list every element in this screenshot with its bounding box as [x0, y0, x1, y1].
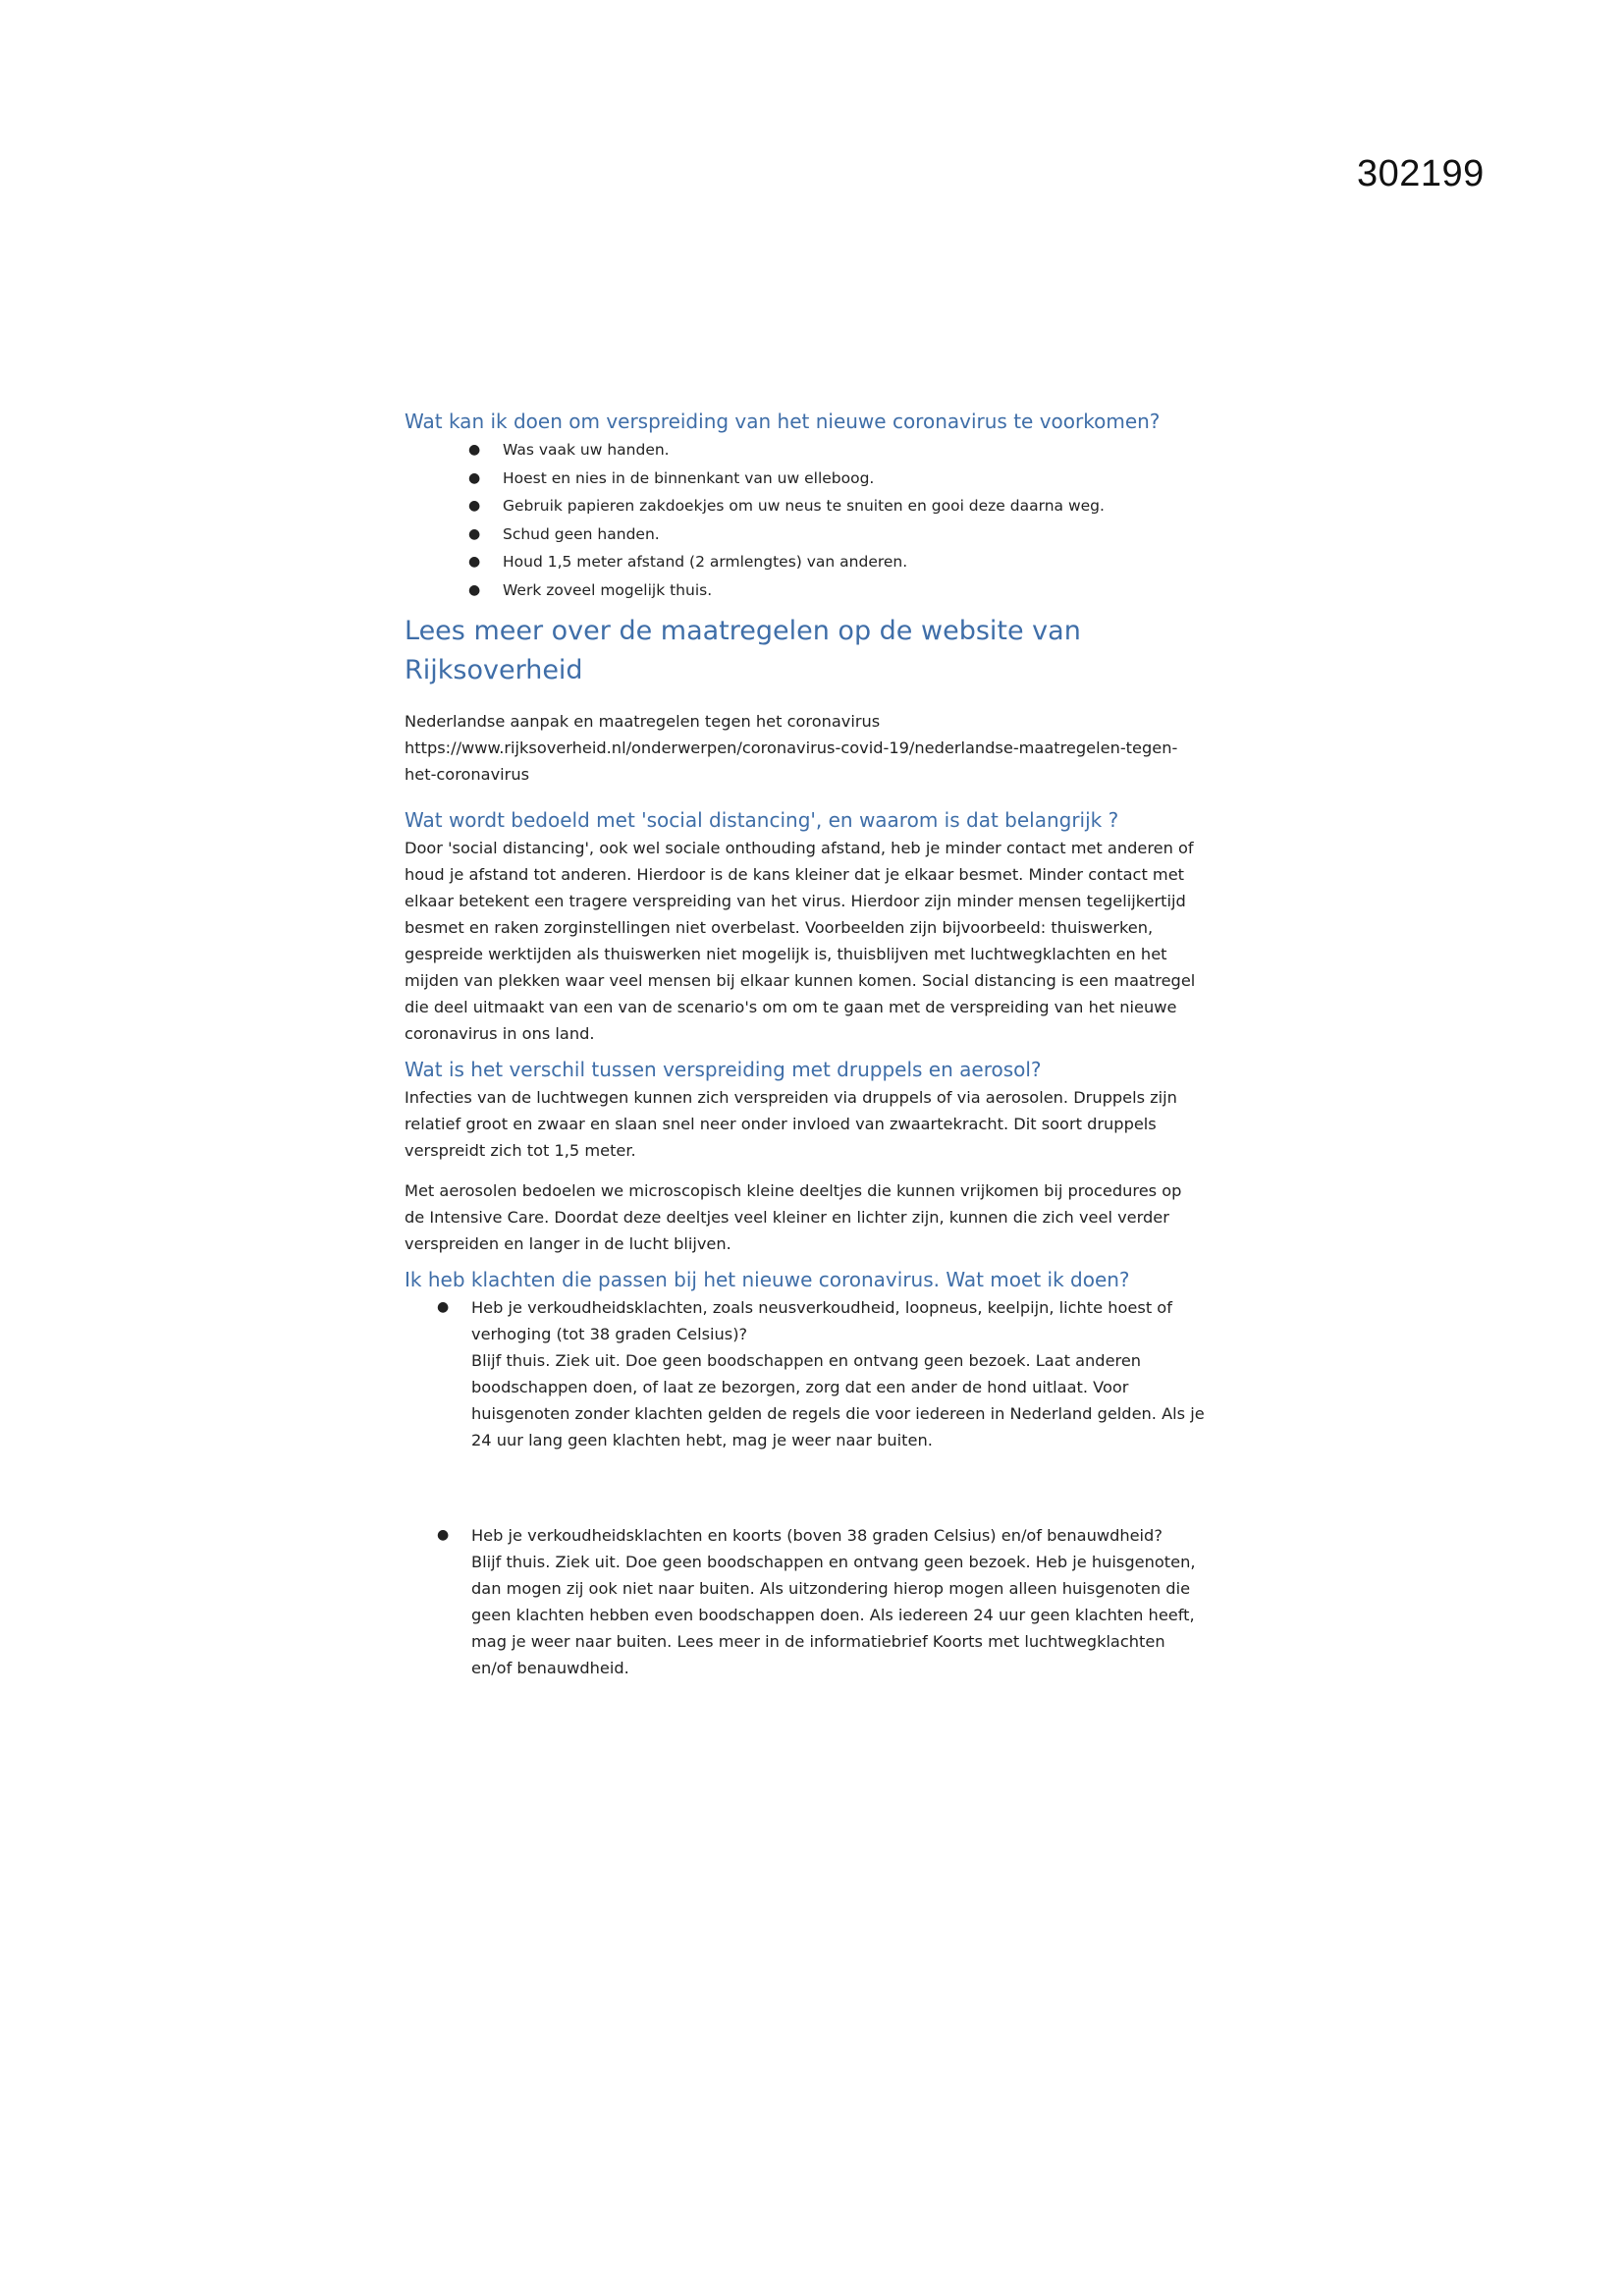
bullet-icon: ●: [468, 554, 481, 570]
list-item: ● Heb je verkoudheidsklachten en koorts (boven 38 graden Celsius) en/of benauwdheid? Blijf thuis. Ziek uit. Doe geen boodschappen en ontvang geen bezoek. Heb je huisgenoten, dan mogen zij ook niet naar buiten. Als uitzondering hierop mogen alleen huisgenoten die geen klachten hebben even boodschappen doen. Als iedereen 24 uur geen klachten heeft, mag je weer naar buiten. Lees meer in de informatiebrief Koorts met luchtwegklachten en/of benauwdheid.: [405, 1522, 1229, 1681]
link-url[interactable]: https://www.rijksoverheid.nl/onderwerpen/coronavirus-covid-19/nederlandse-maatregelen-tegen- het-coronavirus: [405, 738, 1178, 784]
document-number: 302199: [1357, 153, 1485, 194]
list-item: ● Werk zoveel mogelijk thuis.: [405, 576, 1229, 605]
section-heading-prevention: Wat kan ik doen om verspreiding van het nieuwe coronavirus te voorkomen?: [405, 410, 1161, 433]
bullet-icon: ●: [437, 1299, 450, 1315]
section-heading-social-distancing: Wat wordt bedoeld met 'social distancing', en waarom is dat belangrijk ?: [405, 808, 1119, 832]
list-item: ● Houd 1,5 meter afstand (2 armlengtes) van anderen.: [405, 548, 1229, 576]
section-heading-symptoms: Ik heb klachten die passen bij het nieuwe coronavirus. Wat moet ik doen?: [405, 1268, 1130, 1291]
prevention-list: [405, 436, 1229, 604]
section-heading-droplets-aerosol: Wat is het verschil tussen verspreiding met druppels en aerosol?: [405, 1058, 1042, 1081]
document-body: [405, 407, 1229, 1681]
list-item: ● Heb je verkoudheidsklachten, zoals neusverkoudheid, loopneus, keelpijn, lichte hoest of verhoging (tot 38 graden Celsius)? Blijf thuis. Ziek uit. Doe geen boodschappen en ontvang geen bezoek. Laat anderen boodschappen doen, of laat ze bezorgen, zorg dat een ander de hond uitlaat. Voor huisgenoten zonder klachten gelden de regels die voor iedereen in Nederland gelden. Als je 24 uur lang geen klachten hebt, mag je weer naar buiten.: [405, 1294, 1229, 1453]
bullet-icon: ●: [437, 1527, 450, 1543]
list-item: ● Was vaak uw handen.: [405, 436, 1229, 465]
symptoms-list: [405, 1294, 1229, 1681]
list-item: ● Gebruik papieren zakdoekjes om uw neus te snuiten en gooi deze daarna weg.: [405, 492, 1229, 520]
bullet-icon: ●: [468, 525, 481, 542]
link-title: Nederlandse aanpak en maatregelen tegen het coronavirus: [405, 712, 881, 731]
bullet-icon: ●: [468, 498, 481, 514]
bullet-icon: ●: [468, 442, 481, 458]
bullet-icon: ●: [468, 581, 481, 598]
list-item: ● Schud geen handen.: [405, 520, 1229, 549]
section-heading-read-more: Lees meer over de maatregelen op de website van Rijksoverheid: [405, 616, 1081, 685]
list-item: ● Hoest en nies in de binnenkant van uw elleboog.: [405, 465, 1229, 493]
droplets-paragraph: Infecties van de luchtwegen kunnen zich verspreiden via druppels of via aerosolen. Druppels zijn relatief groot en zwaar en slaan snel neer onder invloed van zwaartekracht. Dit soort druppels verspreidt zich tot 1,5 meter.: [405, 1088, 1177, 1160]
bullet-icon: ●: [468, 469, 481, 486]
aerosol-paragraph: Met aerosolen bedoelen we microscopisch kleine deeltjes die kunnen vrijkomen bij procedures op de Intensive Care. Doordat deze deeltjes veel kleiner en lichter zijn, kunnen die zich veel verder verspreiden en langer in de lucht blijven.: [405, 1181, 1182, 1253]
social-distancing-paragraph: Door 'social distancing', ook wel sociale onthouding afstand, heb je minder contact met anderen of houd je afstand tot anderen. Hierdoor is de kans kleiner dat je elkaar besmet. Minder contact met elkaar betekent een tragere verspreiding van het virus. Hierdoor zijn minder mensen tegelijkertijd besmet en raken zorginstellingen niet overbelast. Voorbeelden zijn bijvoorbeeld: thuiswerken, gespreide werktijden als thuiswerken niet mogelijk is, thuisblijven met luchtwegklachten en het mijden van plekken waar veel mensen bij elkaar kunnen komen. Social distancing is een maatregel die deel uitmaakt van een van de scenario's om om te gaan met de verspreiding van het nieuwe coronavirus in ons land.: [405, 839, 1196, 1043]
